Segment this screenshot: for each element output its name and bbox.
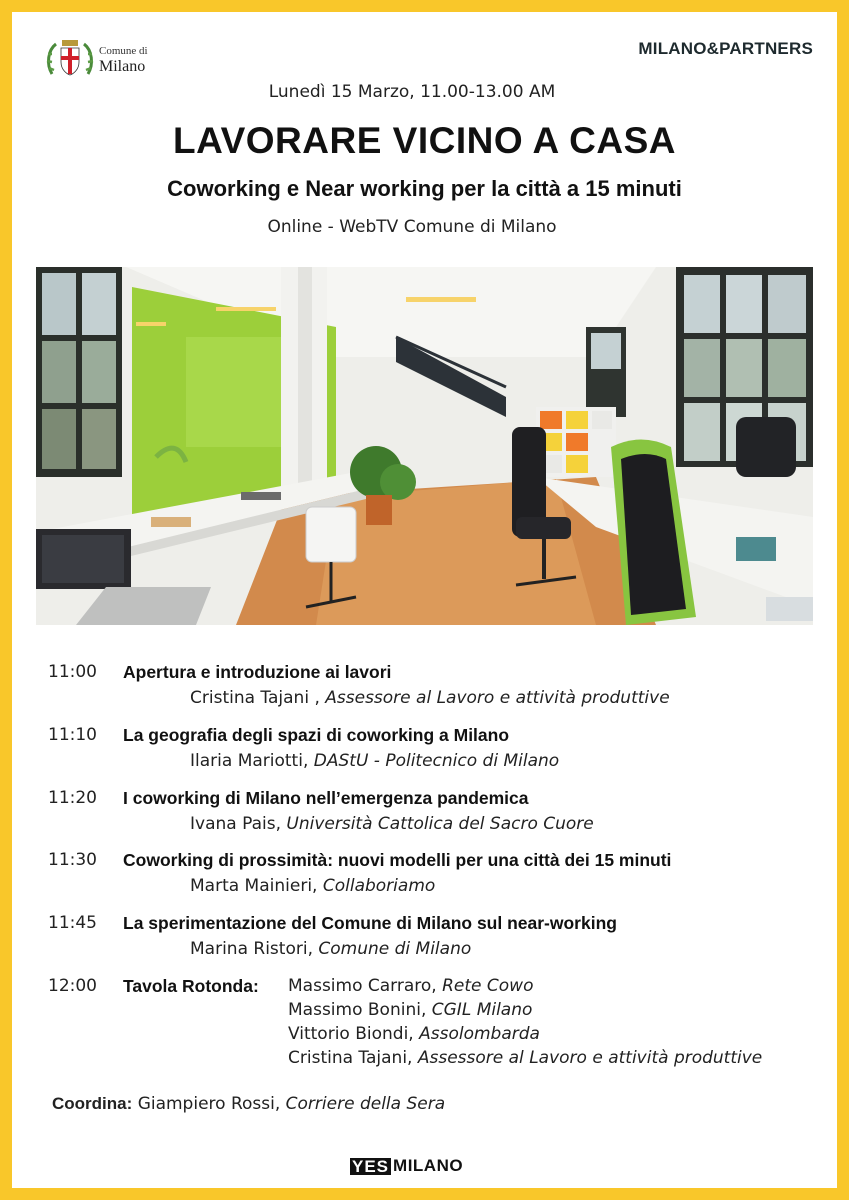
agenda-talk-title: La geografia degli spazi di coworking a Milano xyxy=(123,725,510,745)
panel-member-affiliation: CGIL Milano xyxy=(431,1000,533,1020)
agenda-time: 11:10 xyxy=(48,725,97,745)
panel-member xyxy=(288,1024,540,1044)
panel-member-affiliation: Assessore al Lavoro e attività produttive xyxy=(417,1048,763,1068)
event-date: Lunedì 15 Marzo, 11.00-13.00 AM xyxy=(268,82,556,102)
speaker-affiliation: DAStU - Politecnico di Milano xyxy=(313,751,560,771)
agenda-time: 12:00 xyxy=(48,976,97,996)
event-venue: Online - WebTV Comune di Milano xyxy=(267,217,557,237)
speaker-name: Ilaria Mariotti, xyxy=(190,751,309,771)
event-title: LAVORARE VICINO A CASA xyxy=(173,120,676,161)
panel-member-name: Massimo Bonini, xyxy=(288,1000,427,1020)
agenda-talk-title: La sperimentazione del Comune di Milano sul near-working xyxy=(123,913,617,933)
agenda-talk-title: I coworking di Milano nell’emergenza pandemica xyxy=(123,788,529,808)
speaker-name: Cristina Tajani , xyxy=(190,688,320,708)
agenda-speaker xyxy=(190,876,435,896)
agenda-talk-title: Apertura e introduzione ai lavori xyxy=(123,662,392,682)
comune-small-label: Comune di xyxy=(99,44,148,57)
yes-logo-box: YES xyxy=(352,1156,390,1176)
agenda-time: 11:20 xyxy=(48,788,97,808)
comune-di-milano-logo xyxy=(44,34,148,86)
milano-partners-logo: MILANO&PARTNERS xyxy=(638,39,813,58)
speaker-affiliation: Assessore al Lavoro e attività produttive xyxy=(325,688,670,708)
speaker-name: Ivana Pais, xyxy=(190,814,281,834)
agenda-talk-title: Coworking di prossimità: nuovi modelli per una città dei 15 minuti xyxy=(123,850,672,870)
yes-logo-text: MILANO xyxy=(393,1156,464,1175)
speaker-name: Marina Ristori, xyxy=(190,939,313,959)
coworking-office-photo xyxy=(36,267,813,625)
panel-member-name: Massimo Carraro, xyxy=(288,976,437,996)
agenda-speaker xyxy=(190,814,594,834)
coordinator-affiliation: Corriere della Sera xyxy=(285,1094,446,1114)
agenda-time: 11:45 xyxy=(48,913,97,933)
panel-member-affiliation: Assolombarda xyxy=(419,1024,540,1044)
agenda-time: 11:30 xyxy=(48,850,97,870)
coordinator xyxy=(52,1094,445,1114)
panel-member xyxy=(288,976,533,996)
agenda-speaker xyxy=(190,688,670,708)
coordinator-name: Giampiero Rossi, xyxy=(137,1094,281,1114)
poster xyxy=(12,12,837,1188)
milano-crest-icon xyxy=(44,34,96,86)
event-subtitle: Coworking e Near working per la città a 15 minuti xyxy=(167,176,682,201)
panel-member-name: Cristina Tajani, xyxy=(288,1048,413,1068)
comune-city-label: Milano xyxy=(99,57,146,75)
panel-member xyxy=(288,1048,762,1068)
coordinator-label: Coordina: xyxy=(52,1094,133,1113)
agenda-speaker xyxy=(190,939,471,959)
panel-member xyxy=(288,1000,532,1020)
agenda-speaker xyxy=(190,751,559,771)
agenda-time: 11:00 xyxy=(48,662,97,682)
yes-milano-logo xyxy=(350,1156,463,1176)
speaker-affiliation: Comune di Milano xyxy=(318,939,472,959)
panel-member-affiliation: Rete Cowo xyxy=(442,976,534,996)
speaker-affiliation: Università Cattolica del Sacro Cuore xyxy=(286,814,594,834)
speaker-affiliation: Collaboriamo xyxy=(322,876,436,896)
speaker-name: Marta Mainieri, xyxy=(190,876,318,896)
round-table-label: Tavola Rotonda: xyxy=(123,976,259,996)
panel-member-name: Vittorio Biondi, xyxy=(288,1024,414,1044)
